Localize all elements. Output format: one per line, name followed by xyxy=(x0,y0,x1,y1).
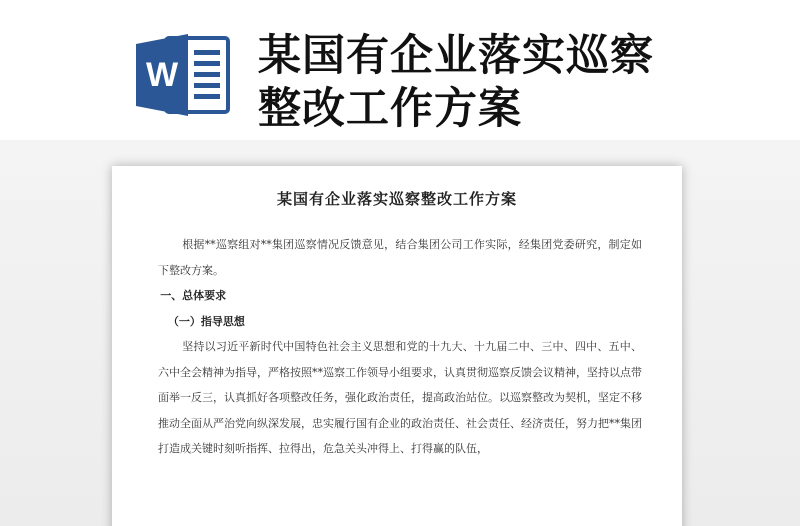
document-body xyxy=(158,232,642,462)
intro-paragraph: 根据**巡察组对**集团巡察情况反馈意见，结合集团公司工作实际，经集团党委研究，制定如下整改方案。 xyxy=(158,238,642,277)
subsection-heading: （一）指导思想 xyxy=(167,314,245,328)
header-title-line-1: 某国有企业落实巡察 xyxy=(258,31,654,81)
header-title-line-2: 整改工作方案 xyxy=(258,84,522,134)
document-title: 某国有企业落实巡察整改工作方案 xyxy=(276,190,517,208)
word-icon xyxy=(136,32,232,118)
document-page xyxy=(112,166,682,526)
header-title xyxy=(258,30,778,136)
section-heading: 一、总体要求 xyxy=(160,289,227,302)
header-banner xyxy=(0,0,800,140)
word-icon-letter: W xyxy=(145,56,179,94)
guiding-ideology-paragraph: 坚持以习近平新时代中国特色社会主义思想和党的十九大、十九届二中、三中、四中、五中、六中全会精神为指导，严格按照**巡察工作领导小组要求，认真贯彻巡察反馈会议精神，坚持以点带面举一反三，认真抓好各项整改任务，强化政治责任，提高政治站位。以巡察整改为契机，坚定不移推动全面从严治党向纵深发展，忠实履行国有企业的政治责任、社会责任、经济责任，努力把**集团打造成关键时刻听指挥、拉得出，危急关头冲得上、打得赢的队伍， xyxy=(158,340,642,455)
